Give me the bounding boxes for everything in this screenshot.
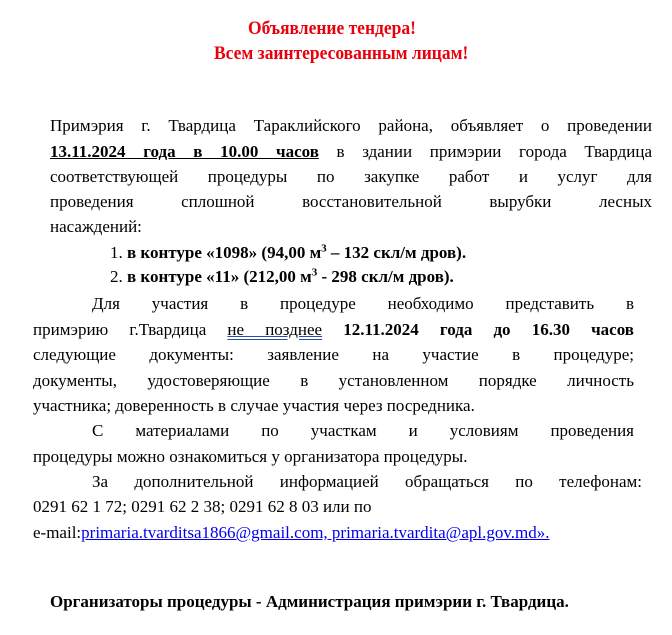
body-line — [110, 266, 454, 288]
bold-text: 3 — [321, 242, 327, 255]
text: За дополнительной информацией обращаться по телефонам: — [92, 472, 642, 491]
body-line — [92, 420, 634, 442]
text: примэрию г.Твардица — [33, 320, 228, 339]
body-line — [33, 496, 371, 518]
bold-text: в контуре «11» (212,00 м — [127, 267, 312, 286]
body-line — [50, 141, 652, 163]
email-link[interactable]: primaria.tvarditsa1866@gmail.com, primaria.tvardita@apl.gov.md». — [81, 523, 550, 542]
body-line — [50, 191, 652, 213]
text: участника; доверенность в случае участия через посредника. — [33, 396, 475, 415]
text: 1. — [110, 243, 127, 262]
text: 2. — [110, 267, 127, 286]
body-line — [50, 166, 652, 188]
bold-text: в контуре «1098» (94,00 м — [127, 243, 322, 262]
body-line — [110, 242, 466, 264]
bold-text: 3 — [311, 266, 318, 279]
title-line-1: Объявление тендера! — [248, 18, 416, 39]
text: С материалами по участкам и условиям проведения — [92, 421, 634, 440]
text: в здании примэрии города Твардица — [318, 142, 652, 161]
body-line — [50, 216, 142, 238]
footer-organizers: Организаторы процедуры - Администрация примэрии г. Твардица. — [50, 592, 569, 611]
body-line — [33, 522, 549, 544]
body-line — [50, 115, 652, 137]
body-line — [33, 319, 634, 341]
bold-text: 13.11.2024 года в 10.00 часов — [50, 142, 319, 161]
text: соответствующей процедуры по закупке работ и услуг для — [50, 167, 652, 186]
body-line — [92, 293, 634, 315]
bold-text: 12.11.2024 года до 16.30 часов — [343, 320, 634, 339]
text: e-mail: — [33, 523, 82, 542]
title-line-2: Всем заинтересованным лицам! — [214, 43, 469, 64]
body-line — [92, 471, 642, 493]
text: проведения сплошной восстановительной вырубки лесных — [50, 192, 652, 211]
text — [322, 320, 343, 339]
text: не позднее — [227, 320, 323, 339]
text: Примэрия г. Твардица Тараклийского района, объявляет о проведении — [50, 116, 652, 135]
body-line — [33, 370, 634, 392]
text: 0291 62 1 72; 0291 62 2 38; 0291 62 8 03 или по — [33, 497, 372, 516]
body-line — [33, 344, 634, 366]
bold-text: - 298 скл/м дров). — [317, 267, 454, 286]
body-line — [33, 446, 467, 468]
text: насаждений: — [50, 217, 142, 236]
text: Для участия в процедуре необходимо представить в — [92, 294, 634, 313]
text: следующие документы: заявление на участие в процедуре; — [33, 345, 634, 364]
bold-text: – 132 скл/м дров). — [326, 243, 467, 262]
text: процедуры можно ознакомиться у организатора процедуры. — [33, 447, 468, 466]
text: документы, удостоверяющие в установленном порядке личность — [33, 371, 634, 390]
body-line — [33, 395, 475, 417]
